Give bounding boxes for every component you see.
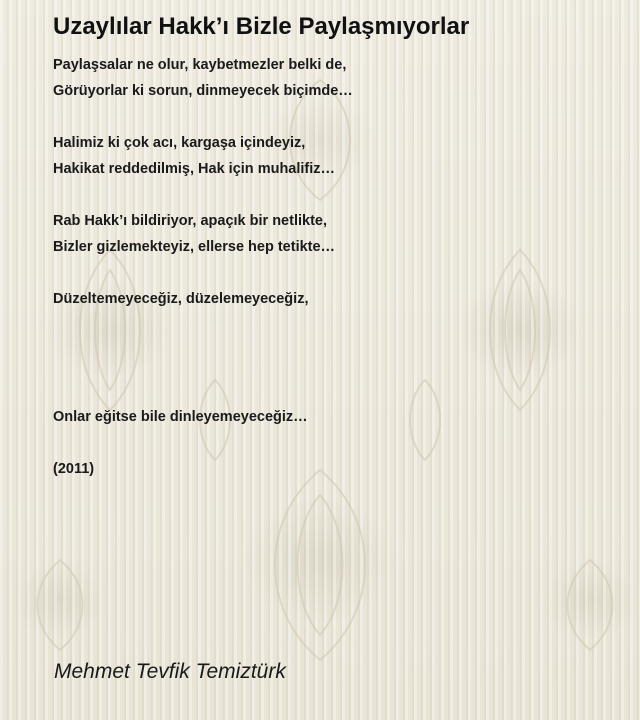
poem-line: Görüyorlar ki sorun, dinmeyecek biçimde… (53, 83, 353, 99)
poem-line: Paylaşsalar ne olur, kaybetmezler belki de, (53, 57, 347, 73)
poem-line: Onlar eğitse bile dinleyemeyeceğiz… (53, 409, 308, 425)
poem-line: Halimiz ki çok acı, kargaşa içindeyiz, (53, 135, 306, 151)
stanza-4 (53, 286, 613, 312)
poem-line: Rab Hakk’ı bildiriyor, apaçık bir netlikte, (53, 213, 327, 229)
stanza-1 (53, 52, 613, 104)
stanza-2 (53, 130, 613, 182)
stanza-5 (53, 404, 613, 430)
poem-title: Uzaylılar Hakk’ı Bizle Paylaşmıyorlar (53, 13, 470, 40)
poem-line: Düzeltemeyeceğiz, düzelemeyeceğiz, (53, 291, 309, 307)
stanza-3 (53, 208, 613, 260)
poem-line: Bizler gizlemekteyiz, ellerse hep tetikte… (53, 239, 336, 255)
poem-author: Mehmet Tevfik Temiztürk (54, 660, 286, 683)
poem (53, 10, 613, 482)
poem-line: Hakikat reddedilmiş, Hak için muhalifiz… (53, 161, 336, 177)
poem-year: (2011) (53, 461, 95, 477)
stanza-gap (53, 338, 613, 404)
